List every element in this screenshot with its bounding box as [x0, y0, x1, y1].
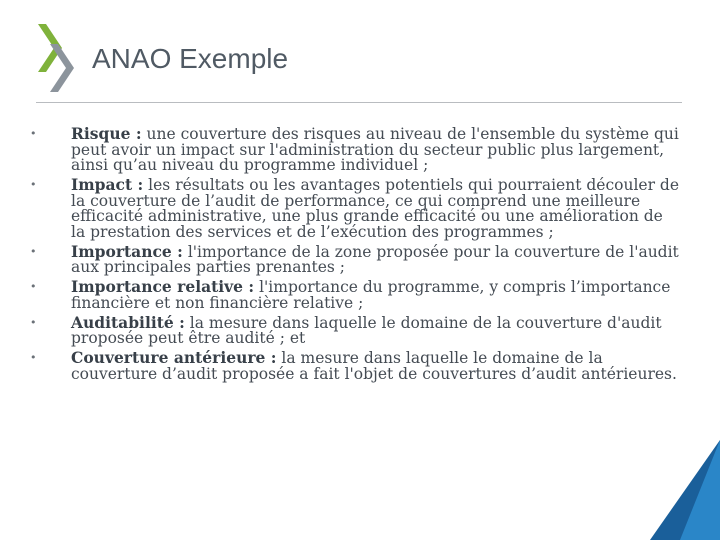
criteria-list [30, 126, 680, 386]
item-term: Importance : [71, 241, 183, 261]
bullet-icon: • [30, 351, 37, 364]
item-text: l'importance de la zone proposée pour la couverture de l'audit aux principales parties prenantes ; [71, 242, 679, 276]
list-item-couverture-anterieure [30, 350, 680, 382]
list-item-risque [30, 126, 680, 174]
bullet-icon: • [30, 315, 37, 329]
oecd-logo [36, 22, 76, 96]
list-item-importance-relative [30, 279, 680, 311]
corner-decoration [640, 420, 720, 540]
item-text: l'importance du programme, y compris l’importance financière et non financière relative ; [71, 278, 671, 312]
item-term: Impact : [71, 175, 144, 194]
list-item-auditabilite [30, 312, 680, 347]
list-item-importance [30, 241, 680, 276]
bullet-icon: • [30, 178, 37, 191]
item-term: Couverture antérieure : [71, 348, 277, 367]
page-title: ANAO Exemple [92, 43, 289, 74]
bullet-icon: • [30, 127, 37, 140]
title-divider [36, 102, 682, 103]
item-text: les résultats ou les avantages potentiels qui pourraient découler de la couverture de l’audit de performance, ce qui comprend une meilleure efficacité administrative, une plus grande efficacité ou une amélioration de la prestation des services et de l’exécution des programmes ; [71, 176, 680, 241]
bullet-icon: • [30, 280, 37, 293]
item-term: Auditabilité : [71, 312, 185, 332]
item-text: la mesure dans laquelle le domaine de la couverture d’audit proposée a fait l'objet de couvertures d’audit antérieures. [71, 349, 677, 383]
bullet-icon: • [30, 244, 37, 258]
item-text: une couverture des risques au niveau de l'ensemble du système qui peut avoir un impact sur l'administration du secteur public plus largement, ainsi qu’au niveau du programme individuel ; [71, 125, 679, 174]
item-term: Importance relative : [71, 277, 255, 296]
item-text: la mesure dans laquelle le domaine de la couverture d'audit proposée peut être audité ; et [71, 313, 662, 347]
list-item-impact [30, 177, 680, 240]
item-term: Risque : [71, 124, 142, 143]
